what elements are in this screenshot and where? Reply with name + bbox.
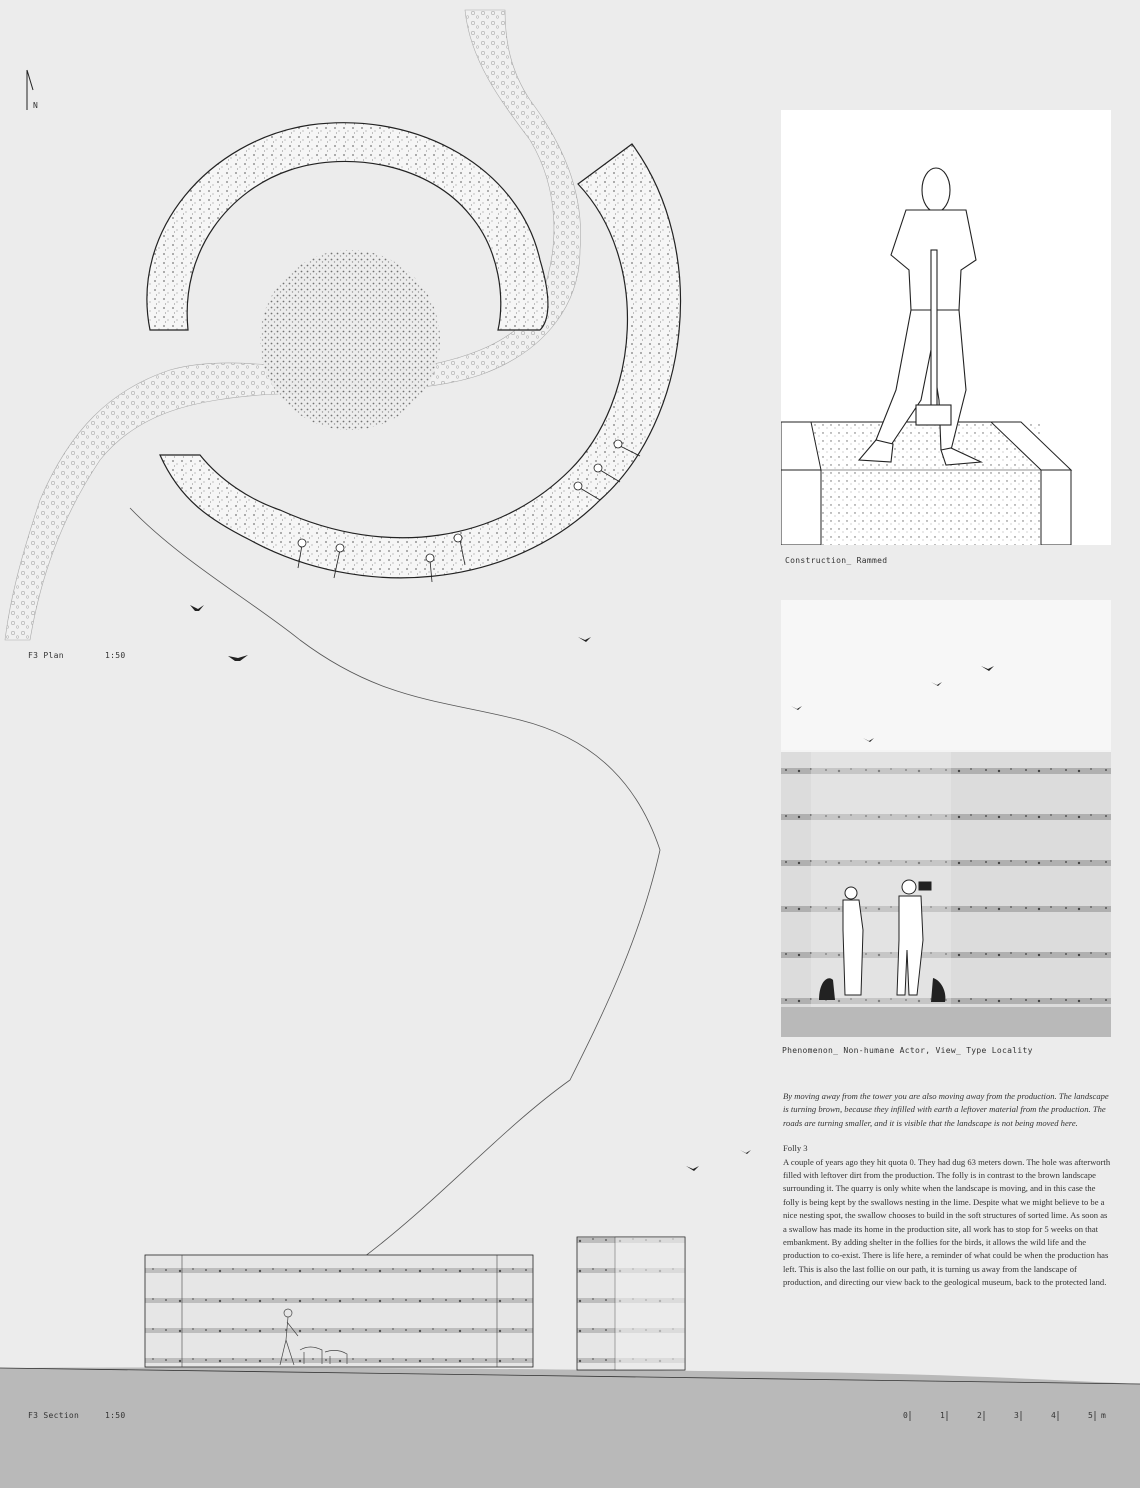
construction-panel bbox=[781, 110, 1111, 545]
scale-tick-4: 4 bbox=[1051, 1411, 1056, 1420]
section-ground bbox=[0, 1367, 1140, 1488]
scale-tick-2: 2 bbox=[977, 1411, 982, 1420]
plan-scale: 1:50 bbox=[105, 651, 126, 660]
north-label: N bbox=[33, 101, 39, 110]
bird-icons bbox=[190, 605, 751, 1171]
story-heading: Folly 3 bbox=[783, 1143, 808, 1154]
section-scale: 1:50 bbox=[105, 1411, 126, 1420]
plan-title: F3 Plan bbox=[28, 651, 64, 660]
construction-illustration bbox=[781, 110, 1111, 545]
scale-tick-5: 5 bbox=[1088, 1411, 1093, 1420]
story-text-block bbox=[783, 1090, 1111, 1290]
story-intro: By moving away from the tower you are also moving away from the production. The landscape is turning brown, because they infilled with earth a leftover material from the production. The roads are turning smaller, and it is visible that the landscape is not being moved here. bbox=[783, 1091, 1109, 1128]
scale-unit: m bbox=[1101, 1411, 1106, 1420]
section-small-wall bbox=[577, 1237, 685, 1370]
scale-tick-0: 0 bbox=[903, 1411, 908, 1420]
plan-dense-patch bbox=[260, 250, 440, 430]
scale-bar-ticks bbox=[900, 1410, 1100, 1424]
section-title: F3 Section bbox=[28, 1411, 80, 1420]
phenomenon-panel bbox=[781, 600, 1111, 1037]
scale-tick-3: 3 bbox=[1014, 1411, 1019, 1420]
section-main-wall bbox=[145, 1255, 533, 1367]
story-body: A couple of years ago they hit quota 0. They had dug 63 meters down. The hole was afterworth filled with leftover dirt from the production. The folly is in contrast to the brown landscape surrounding it. The quarry is only white when the landscape is moving, and in this case the folly is being kept by the swallows nesting in the lime. Despite what we might believe to be a nice nesting spot, the swallow chooses to build in the soft structures of sorted lime. As soon as a swallow has made its home in the production site, all work has to stop for 5 weeks on that embankment. By adding shelter in the follies for the birds, it allows the wild life and the production to co-exist. There is life here, a reminder of what could be when the production has left. This is also the last follie on our path, it is turning us away from the landscape of production, and directing our view back to the geological museum, back to the protected land. bbox=[783, 1156, 1111, 1288]
phenomenon-caption: Phenomenon_ Non-humane Actor, View_ Type Locality bbox=[782, 1046, 1033, 1055]
scale-tick-1: 1 bbox=[940, 1411, 945, 1420]
construction-caption: Construction_ Rammed bbox=[785, 556, 888, 565]
phenomenon-illustration bbox=[781, 600, 1111, 1037]
worker-figure bbox=[859, 168, 981, 465]
terrain-contour-line bbox=[130, 508, 660, 1260]
